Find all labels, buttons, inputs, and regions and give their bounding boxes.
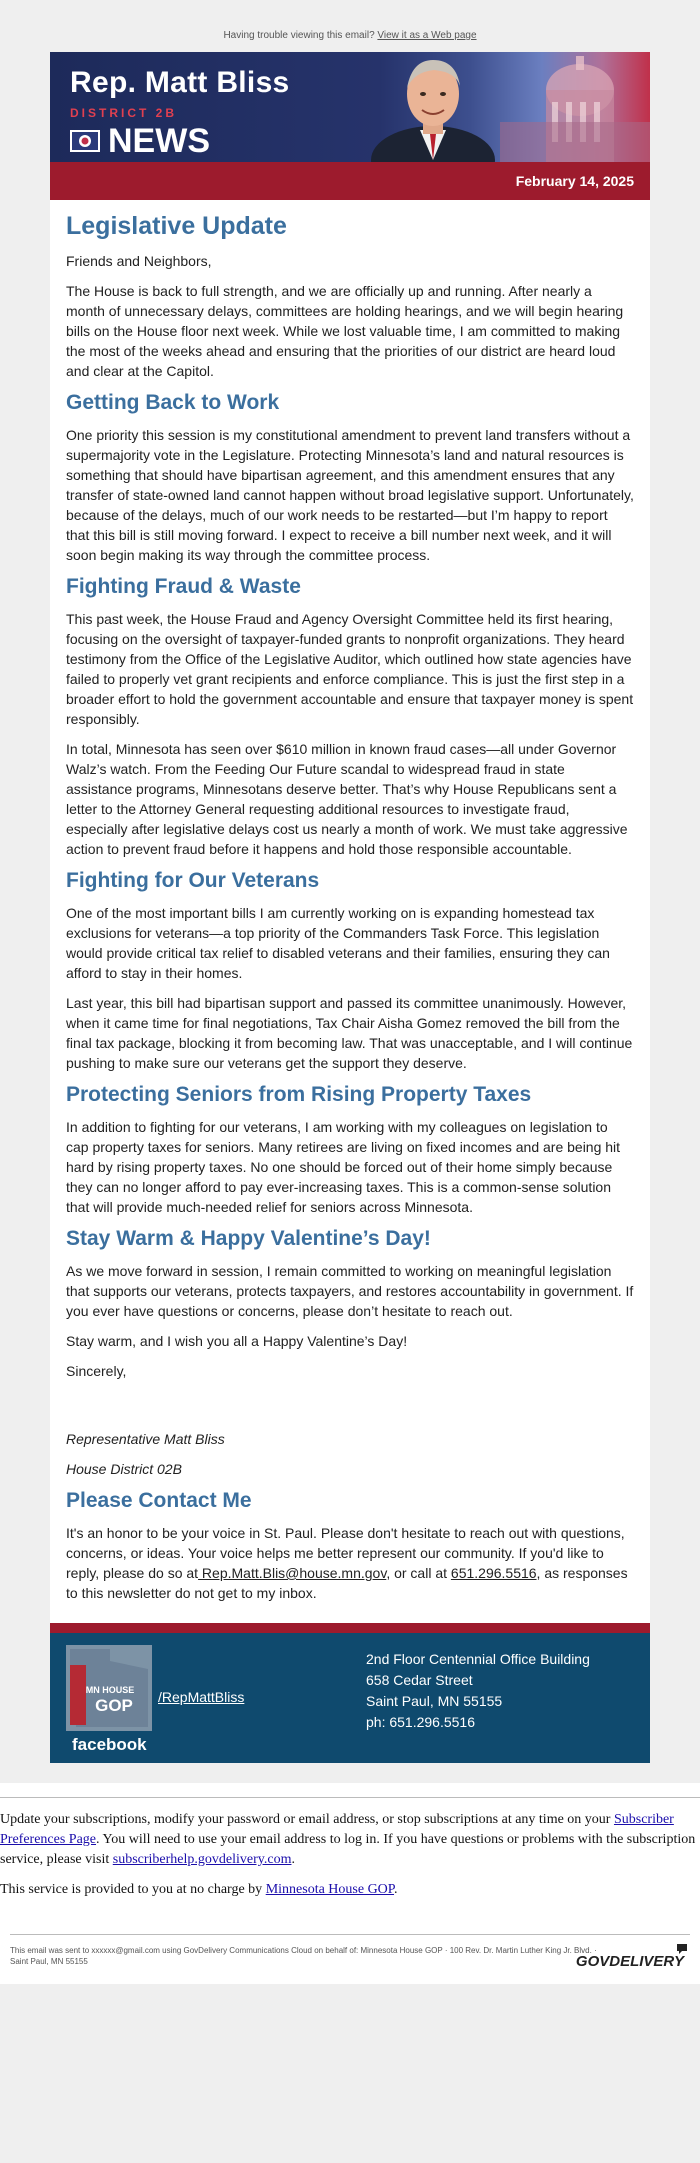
mn-house-gop-logo[interactable] [66,1645,152,1731]
facebook-wordmark: facebook [72,1735,147,1754]
section-paragraph: One priority this session is my constitutional amendment to prevent land transfers without a supermajority vote in the Legislature. Protecting Minnesota’s land and natural resources is something that should have bipartisan agreement, and this amendment ensures that any transfer of state-owned land cannot happen without broad legislative support. Unfortunately, because of the delays, much of our work needs to be restarted—but I’m happy to report that this bill is still moving forward. I expect to receive a bill number next week, and it will soon begin making its way through the committee process. [66,427,634,563]
contact-text: , or call at [386,1565,448,1581]
office-phone: ph: 651.296.5516 [366,1714,475,1730]
subscription-text: Update your subscriptions, modify your password or email address, or stop subscriptions at any time on your [0,1812,611,1827]
logo-text-top: MN HOUSE [85,1685,135,1695]
signature-space [66,1391,634,1429]
divider [0,1797,700,1798]
subscription-footer [0,1783,700,1984]
section-heading: Stay Warm & Happy Valentine’s Day! [66,1227,431,1250]
contact-heading: Please Contact Me [66,1489,252,1512]
article-body [50,200,650,1623]
section-paragraph: One of the most important bills I am currently working on is expanding homestead tax exclusions for veterans—a top priority of the Commanders Task Force. This legislation would provide critical tax relief to disabled veterans and their families, ensuring they can afford to stay in their homes. [66,905,610,981]
contact-paragraph [66,1523,634,1603]
section-paragraph: In total, Minnesota has seen over $610 million in known fraud cases—all under Governor Walz’s watch. From the Feeding Our Future scandal to widespread fraud in state assistance programs, Minnesotans deserve better. That’s why House Republicans sent a letter to the Attorney General requesting additional resources to investigate fraud, especially after legislative delays cost us nearly a month of work. We must take aggressive action to prevent fraud before it happens and hold those responsible accountable. [66,741,628,857]
house-gop-link[interactable]: Minnesota House GOP [265,1882,395,1897]
service-text: This service is provided to you at no charge by [0,1882,263,1897]
subscriber-help-link[interactable]: subscriberhelp.govdelivery.com [112,1852,292,1867]
service-text: . [394,1882,398,1897]
subscription-paragraph [0,1810,700,1870]
article-heading: Legislative Update [66,212,287,240]
section-heading: Fighting for Our Veterans [66,869,320,892]
legal-text: This email was sent to xxxxxx@gmail.com using GovDelivery Communications Cloud on behalf of: Minnesota House GOP · 100 Rev. Dr. Martin Luther King Jr. Blvd. · Saint Paul, MN 55155 [10,1946,597,1966]
header-district: DISTRICT 2B [70,106,178,120]
web-version-link[interactable]: View it as a Web page [377,30,477,41]
section-paragraph: This past week, the House Fraud and Agency Oversight Committee held its first hearing, focusing on the oversight of taxpayer-funded grants to nonprofit organizations. They heard testimony from the Office of the Legislative Auditor, which outlined how state agencies have failed to properly vet grant recipients and enforce compliance. This is just the first step in a broader effort to hold the government accountable and ensure that taxpayer money is spent responsibly. [66,611,634,727]
header-news: NEWS [108,122,210,160]
capitol-building-image [480,52,650,162]
representative-portrait [368,52,498,162]
address-line: 658 Cedar Street [366,1672,473,1688]
newsletter-date: February 14, 2025 [515,173,634,189]
closing: Sincerely, [66,1363,127,1379]
section-paragraph: In addition to fighting for our veterans, I am working with my colleagues on legislation to cap property taxes for seniors. Many retirees are living on fixed incomes and are being hit hard by rising property taxes. No one should be forced out of their home simply because they can no longer afford to pay ever-increasing taxes. This is a common-sense solution that will provide much-needed relief for seniors across Minnesota. [66,1119,621,1215]
phone-link[interactable]: 651.296.5516 [450,1565,537,1581]
section-paragraph: Stay warm, and I wish you all a Happy Valentine’s Day! [66,1333,408,1349]
header-title: Rep. Matt Bliss [70,66,290,99]
subscriber-preferences-link[interactable]: Subscriber Preferences Page [0,1812,674,1847]
top-note [0,0,700,52]
facebook-link[interactable]: /RepMattBliss [158,1689,245,1705]
section-heading: Protecting Seniors from Rising Property Taxes [66,1083,532,1106]
section-heading: Getting Back to Work [66,391,280,414]
section-paragraph: Last year, this bill had bipartisan support and passed its committee unanimously. However, when it came time for final negotiations, Tax Chair Aisha Gomez removed the bill from the final tax package, blocking it from becoming law. That was unacceptable, and I will continue pushing to make sure our veterans get the support they deserve. [66,995,633,1071]
contact-text: , as responses to this newsletter do not get to my inbox. [66,1565,628,1601]
govdelivery-logo[interactable]: GOVDELIVERY [575,1953,684,1970]
email-link[interactable]: Rep.Matt.Blis@house.mn.gov [198,1565,387,1581]
intro-paragraph: The House is back to full strength, and we are officially up and running. After nearly a month of unnecessary delays, committees are holding hearings, and we will begin hearing bills on the House floor next week. While we lost valuable time, I am committed to making the most of the weeks ahead and ensuring that the priorities of our district are heard loud and clear at the Capitol. [66,283,624,379]
subscription-text: . [291,1852,295,1867]
contact-text: It's an honor to be your voice in St. Paul. Please don't hesitate to reach out with questions, concerns, or ideas. Your voice helps me better represent our community. If you'd like to reply, please do so at [66,1525,625,1581]
address-line: 2nd Floor Centennial Office Building [366,1651,590,1667]
logo-text-bottom: GOP [95,1696,133,1715]
signature-district: House District 02B [66,1461,182,1477]
email-container [50,52,650,1763]
mn-flag-icon [70,128,100,154]
section-heading: Fighting Fraud & Waste [66,575,301,598]
footer [50,1633,650,1763]
date-bar [50,162,650,200]
service-paragraph [0,1880,700,1900]
subscription-text: . You will need to use your email address to log in. If you have questions or problems with the subscription service, please visit [0,1832,696,1867]
top-note-text: Having trouble viewing this email? [223,30,375,41]
address-line: Saint Paul, MN 55155 [366,1693,503,1709]
office-address [366,1649,590,1733]
section-paragraph: As we move forward in session, I remain committed to working on meaningful legislation that supports our veterans, protects taxpayers, and restores accountability in government. If you ever have questions or concerns, please don’t hesitate to reach out. [66,1263,634,1319]
header-banner [50,52,650,162]
signature-name: Representative Matt Bliss [66,1431,225,1447]
legal-footer [10,1934,690,1984]
footer-divider [50,1623,650,1633]
greeting: Friends and Neighbors, [66,253,212,269]
